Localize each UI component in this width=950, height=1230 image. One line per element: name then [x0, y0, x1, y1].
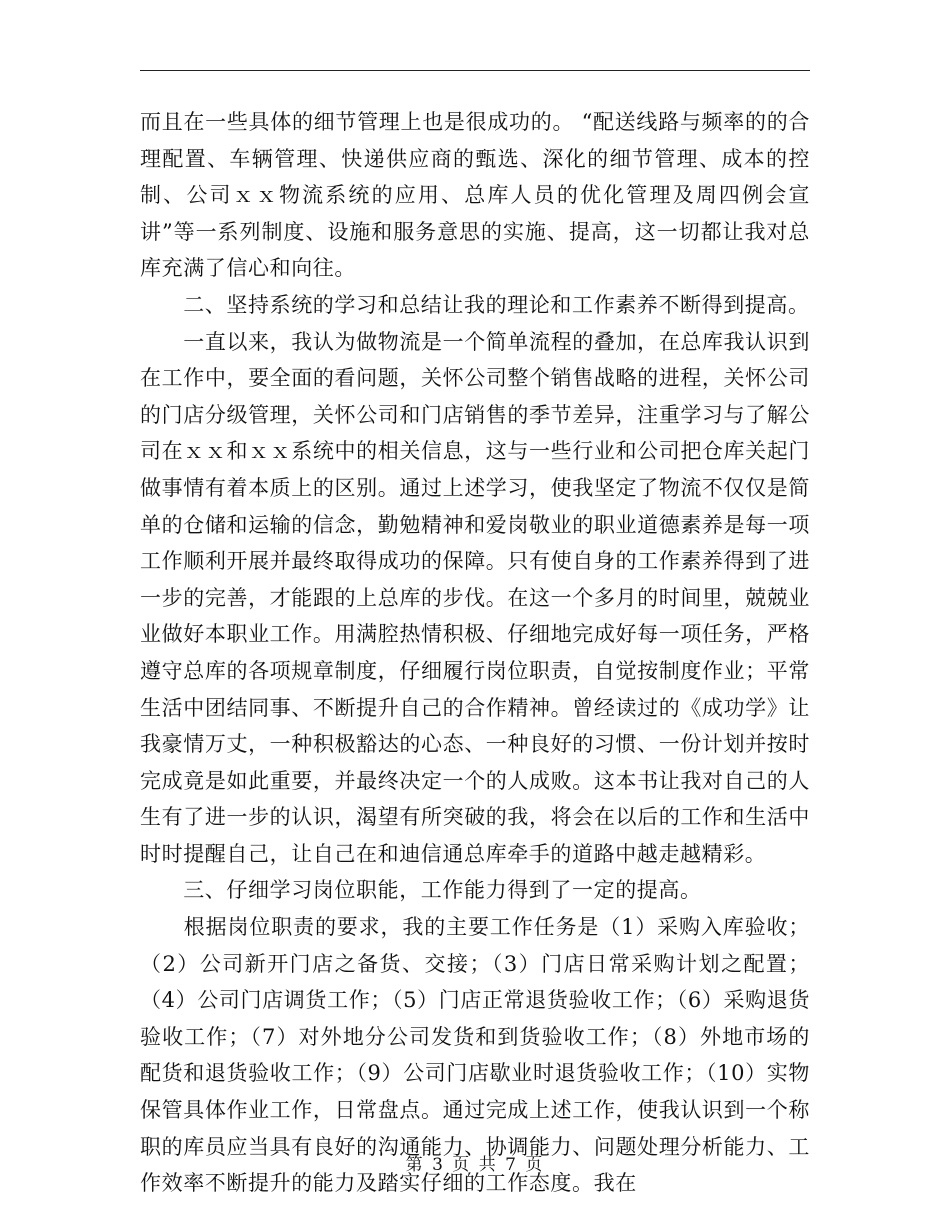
header-rule [140, 70, 810, 71]
paragraph-5: 根据岗位职责的要求，我的主要工作任务是（1）采购入库验收；（2）公司新开门店之备货、交接；（3）门店日常采购计划之配置；（4）公司门店调货工作；（5）门店正常退货验收工作；（6）采购退货验收工作；（7）对外地分公司发货和到货验收工作；（8）外地市场的配货和退货验收工作；（9）公司门店歇业时退货验收工作；（10）实物保管具体作业工作，日常盘点。通过完成上述工作，使我认识到一个称职的库员应当具有良好的沟通能力、协调能力、问题处理分析能力、工作效率不断提升的能力及踏实仔细的工作态度。我在 [140, 915, 810, 1196]
section-heading-3: 三、仔细学习岗位职能，工作能力得到了一定的提高。 [140, 878, 702, 903]
document-body [140, 104, 810, 1202]
paragraph-3: 一直以来，我认为做物流是一个简单流程的叠加，在总库我认识到在工作中，要全面的看问题，关怀公司整个销售战略的进程，关怀公司的门店分级管理，关怀公司和门店销售的季节差异，注重学习与了解公司在ｘｘ和ｘｘ系统中的相关信息，这与一些行业和公司把仓库关起门做事情有着本质上的区别。通过上述学习，使我坚定了物流不仅仅是简单的仓储和运输的信念，勤勉精神和爱岗敬业的职业道德素养是每一项工作顺利开展并最终取得成功的保障。只有使自身的工作素养得到了进一步的完善，才能跟的上总库的步伐。在这一个多月的时间里，兢兢业业做好本职业工作。用满腔热情积极、仔细地完成好每一项任务，严格遵守总库的各项规章制度，仔细履行岗位职责，自觉按制度作业；平常生活中团结同事、不断提升自己的合作精神。曾经读过的《成功学》让我豪情万丈，一种积极豁达的心态、一种良好的习惯、一份计划并按时完成竟是如此重要，并最终决定一个的人成败。这本书让我对自己的人生有了进一步的认识，渴望有所突破的我，将会在以后的工作和生活中时时提醒自己，让自己在和迪信通总库牵手的道路中越走越精彩。 [140, 329, 810, 866]
page-number: 第 3 页 共 7 页 [405, 1155, 545, 1175]
section-heading-2: 二、坚持系统的学习和总结让我的理论和工作素养不断得到提高。 [140, 292, 810, 317]
paragraph-1: 而且在一些具体的细节管理上也是很成功的。 “配送线路与频率的的合理配置、车辆管理、快递供应商的甄选、深化的细节管理、成本的控制、公司ｘｘ物流系统的应用、总库人员的优化管理及周四例会宣讲”等一系列制度、设施和服务意思的实施、提高，这一切都让我对总库充满了信心和向往。 [140, 110, 810, 281]
